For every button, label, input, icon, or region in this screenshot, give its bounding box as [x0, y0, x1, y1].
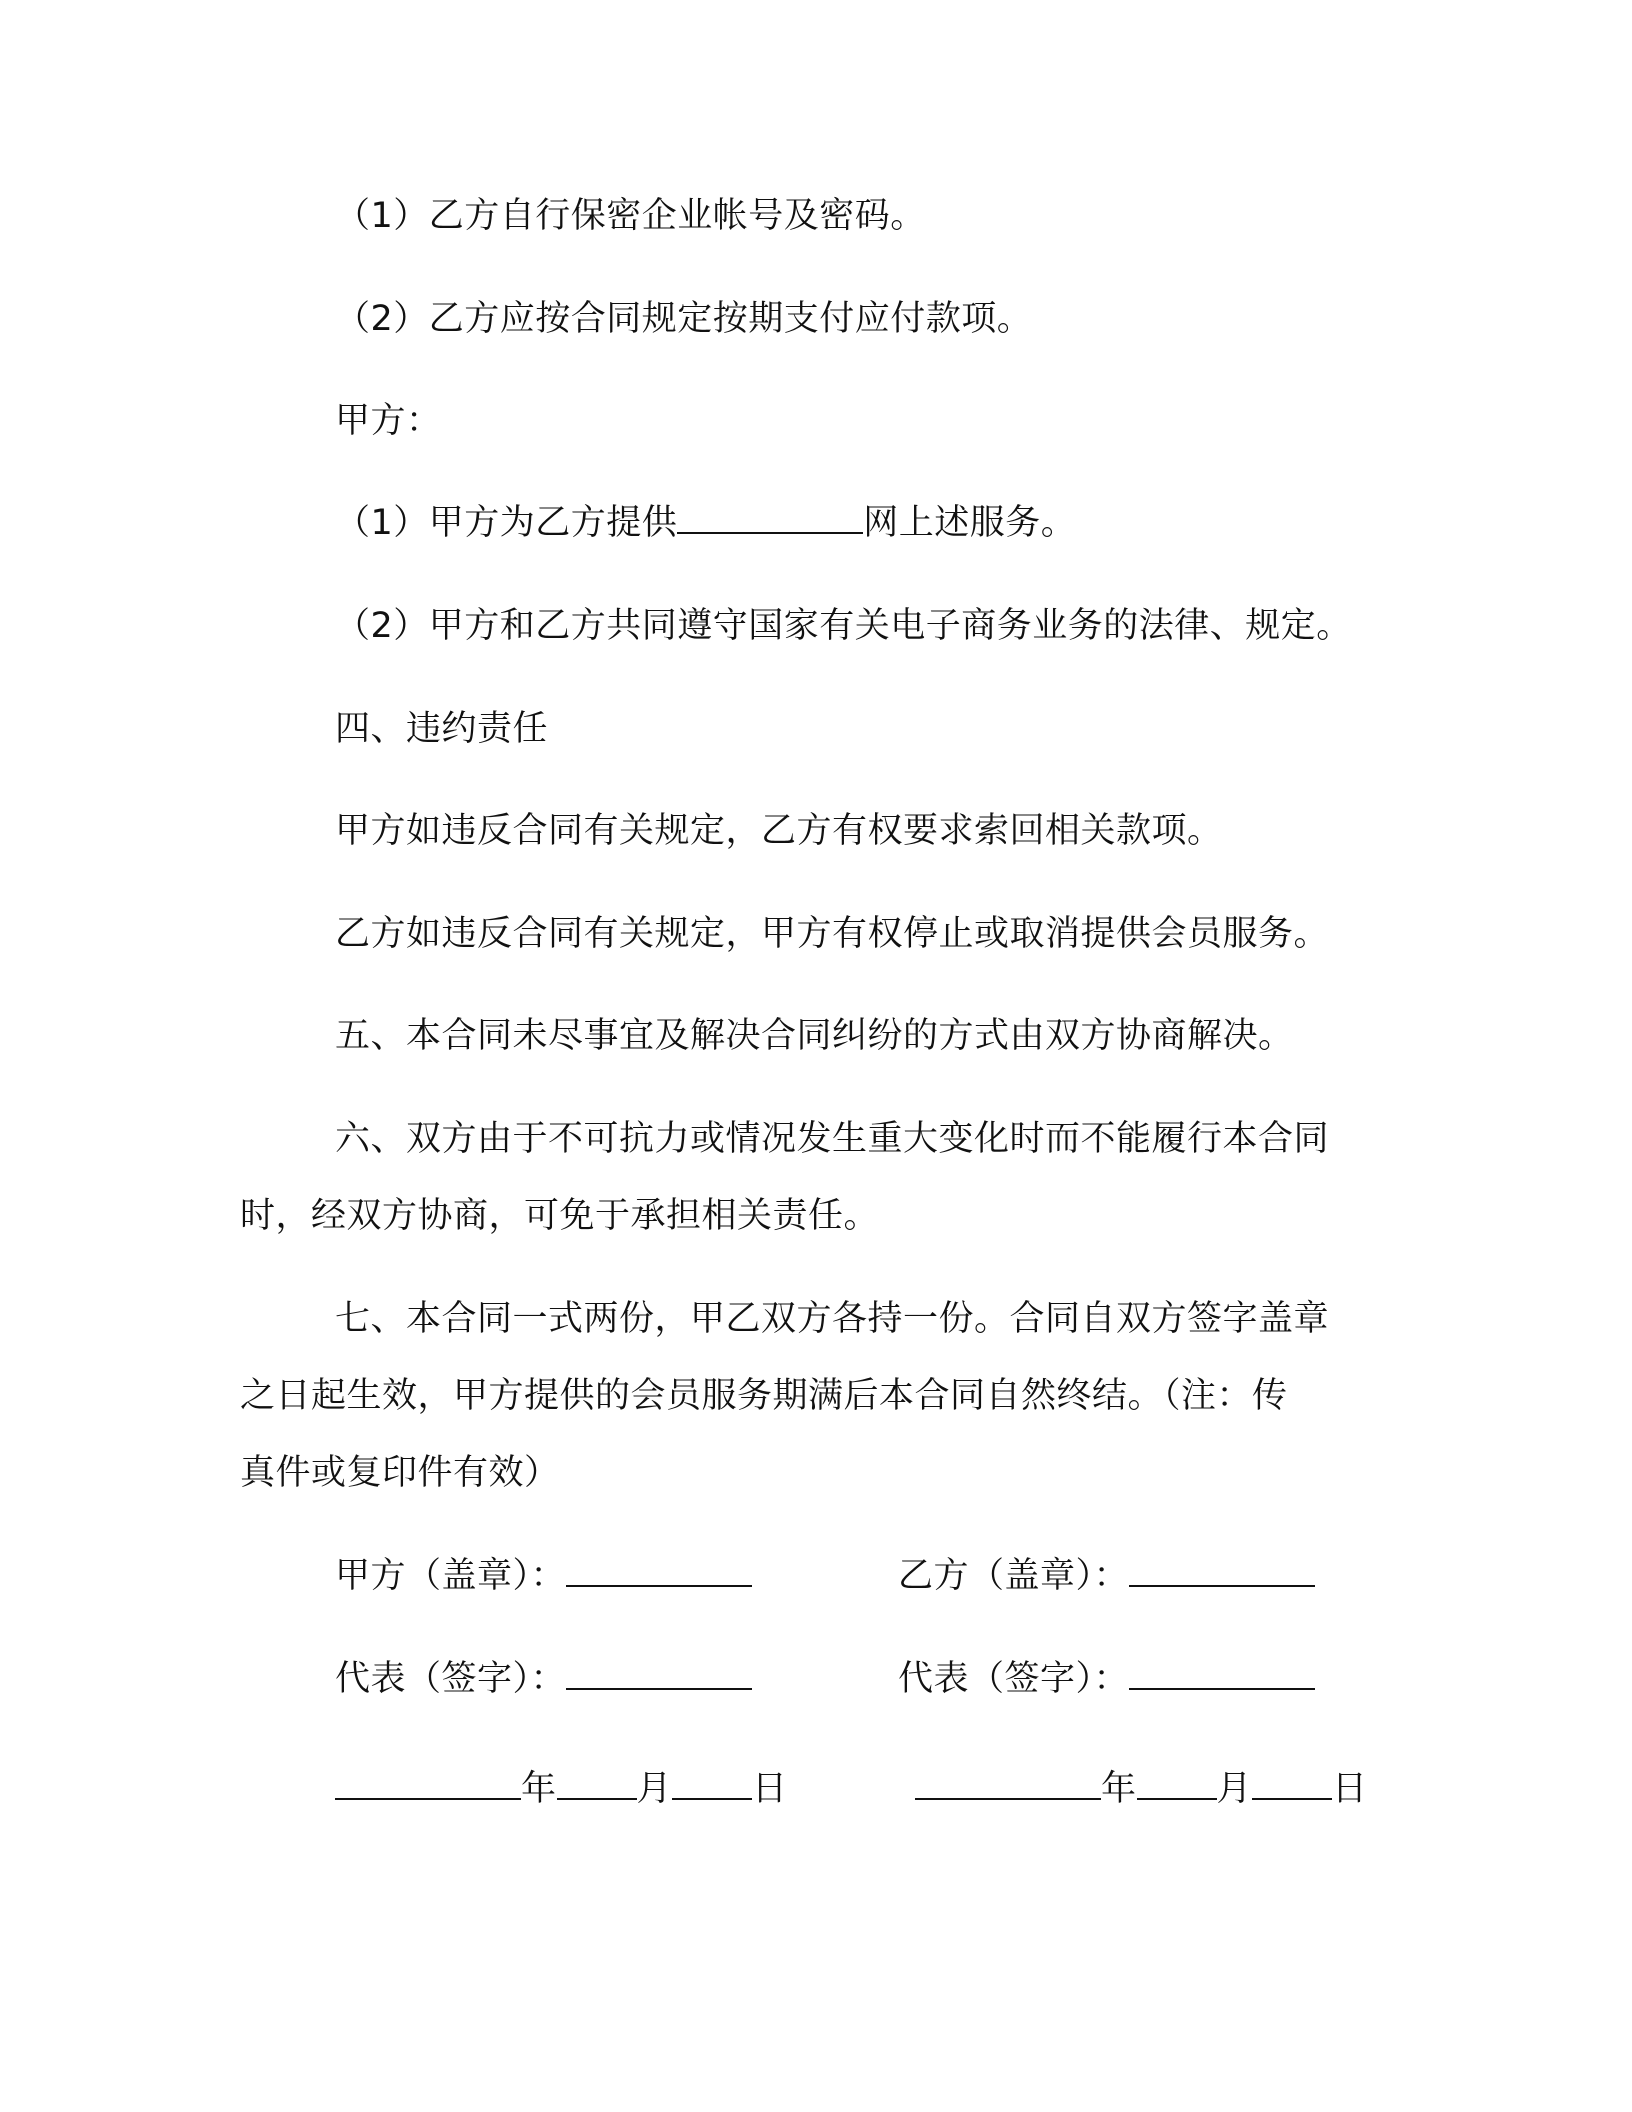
date-a-year-label: 年 [521, 1769, 557, 1809]
party-b-seal-line [898, 1553, 1315, 1599]
clause-a-1 [335, 500, 1076, 546]
party-b-seal-label: 乙方（盖章）： [898, 1556, 1130, 1596]
date-b-day-label: 日 [1332, 1769, 1368, 1809]
date-a-month-label: 月 [636, 1769, 673, 1809]
date-b-month-blank [1137, 1768, 1217, 1800]
date-a-day-label: 日 [752, 1769, 788, 1809]
party-a-seal-line [335, 1553, 752, 1599]
rep-a-sign-blank [566, 1658, 752, 1690]
clause-a-1-suffix: 网上述服务。 [863, 503, 1077, 543]
section-5: 五、本合同未尽事宜及解决合同纠纷的方式由双方协商解决。 [335, 1016, 1294, 1056]
clause-b-2: （2）乙方应按合同规定按期支付应付款项。 [335, 299, 1033, 339]
section-4-heading: 四、违约责任 [335, 709, 549, 749]
rep-a-sign-label: 代表（签字）： [335, 1659, 567, 1699]
date-b-year-label: 年 [1101, 1769, 1137, 1809]
rep-b-sign-label: 代表（签字）： [898, 1659, 1130, 1699]
clause-a-1-text: （1）甲方为乙方提供 [335, 503, 678, 543]
party-b-seal-blank [1129, 1555, 1315, 1587]
section-7-line-2: 之日起生效，甲方提供的会员服务期满后本合同自然终结。（注：传 [240, 1376, 1288, 1416]
breach-party-b: 乙方如违反合同有关规定，甲方有权停止或取消提供会员服务。 [335, 914, 1330, 954]
date-b-line [915, 1766, 1368, 1812]
section-6-line-2: 时，经双方协商，可免于承担相关责任。 [240, 1196, 880, 1236]
clause-a-2: （2）甲方和乙方共同遵守国家有关电子商务业务的法律、规定。 [335, 606, 1352, 646]
party-a-seal-blank [566, 1555, 752, 1587]
rep-a-sign-line [335, 1656, 752, 1702]
party-a-heading: 甲方： [335, 401, 442, 441]
date-a-day-blank [672, 1768, 752, 1800]
service-name-blank [677, 502, 863, 534]
breach-party-a: 甲方如违反合同有关规定，乙方有权要求索回相关款项。 [335, 811, 1223, 851]
section-6-line-1: 六、双方由于不可抗力或情况发生重大变化时而不能履行本合同 [335, 1119, 1330, 1159]
date-b-day-blank [1252, 1768, 1332, 1800]
date-a-line [335, 1766, 788, 1812]
clause-b-1: （1）乙方自行保密企业帐号及密码。 [335, 196, 926, 236]
date-a-year-blank [335, 1768, 521, 1800]
rep-b-sign-line [898, 1656, 1315, 1702]
date-b-month-label: 月 [1216, 1769, 1253, 1809]
date-a-month-blank [557, 1768, 637, 1800]
section-7-line-3: 真件或复印件有效） [240, 1453, 560, 1493]
date-b-year-blank [915, 1768, 1101, 1800]
section-7-line-1: 七、本合同一式两份，甲乙双方各持一份。合同自双方签字盖章 [335, 1299, 1330, 1339]
party-a-seal-label: 甲方（盖章）： [335, 1556, 567, 1596]
rep-b-sign-blank [1129, 1658, 1315, 1690]
